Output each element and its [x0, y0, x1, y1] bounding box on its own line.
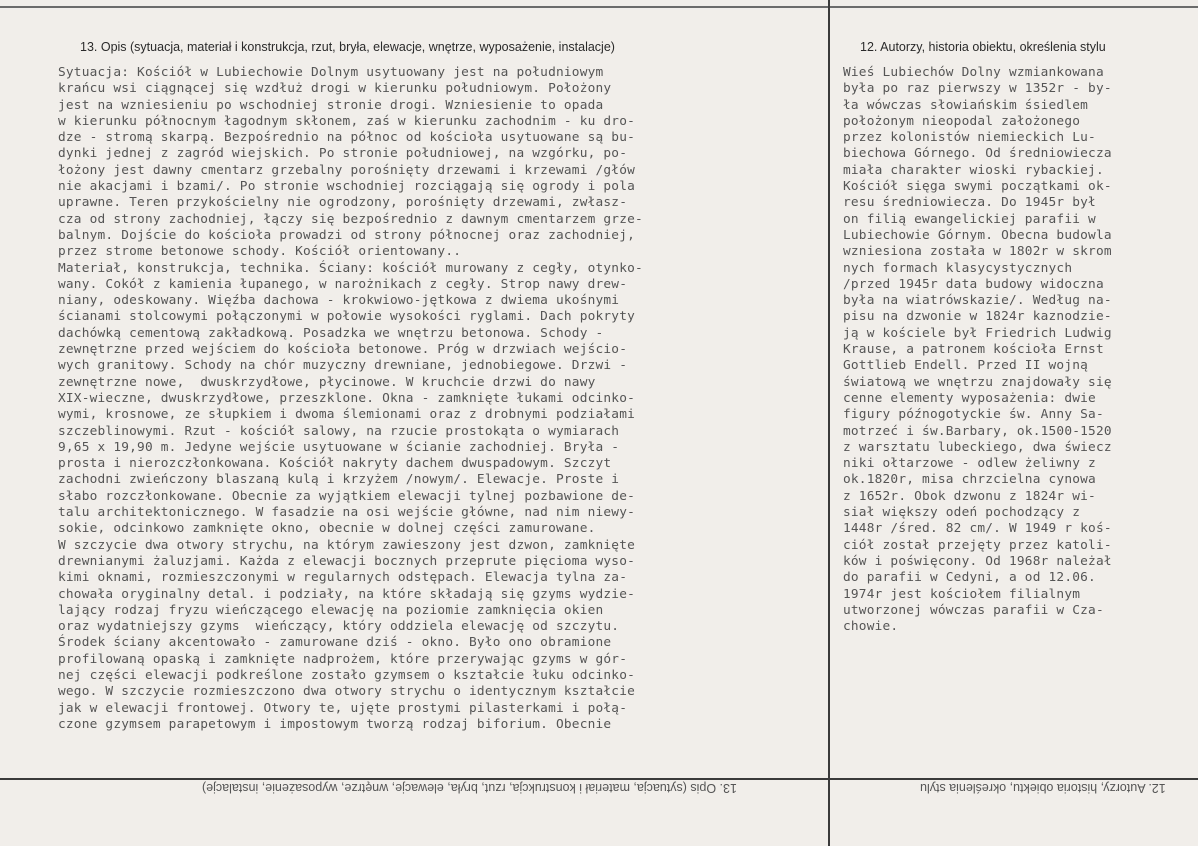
- description-line: jest na wzniesieniu po wschodniej stronie drogi. Wzniesienie to opada: [58, 97, 604, 113]
- flipped-history-heading: 12. Autorzy, historia obiektu, określenia stylu: [920, 781, 1166, 795]
- description-line: drewnianymi żaluzjami. Każda z elewacji bocznych przeprute pięcioma wyso-: [58, 553, 636, 569]
- history-line: figury późnogotyckie św. Anny Sa-: [843, 407, 1104, 423]
- description-line: zachodni zwieńczony blaszaną kulą i krzyżem /nowym/. Elewacje. Proste i: [58, 472, 620, 488]
- description-line: dachówką cementową zakładkową. Posadzka we wnętrzu betonowa. Schody -: [58, 325, 604, 341]
- description-line: dynki jednej z zagród wiejskich. Po stronie południowej, na wzgórku, po-: [58, 146, 628, 162]
- description-line: wymi, krosnowe, ze słupkiem i dwoma ślemionami oraz z drobnymi podziałami: [58, 407, 636, 423]
- top-rule: [0, 6, 1198, 8]
- history-line: cenne elementy wyposażenia: dwie: [843, 390, 1096, 406]
- description-line: zewnętrzne przed wejściem do kościoła betonowe. Próg w drzwiach wejścio-: [58, 342, 628, 358]
- description-line: Sytuacja: Kościół w Lubiechowie Dolnym usytuowany jest na południowym: [58, 65, 604, 80]
- description-line: nej części elewacji podkreślone zostało gzymsem o kształcie łuku odcinko-: [58, 667, 636, 683]
- bottom-rule: [0, 778, 1198, 780]
- description-line: sokie, odcinkowo zamknięte okno, obecnie w dolnej części zamurowane.: [58, 521, 596, 537]
- description-line: wany. Cokół z kamienia łupanego, w narożnikach z cegły. Strop nawy drew-: [58, 276, 628, 292]
- description-line: W szczycie dwa otwory strychu, na którym zawieszony jest dzwon, zamknięte: [58, 537, 636, 553]
- history-line: ła wówczas słowiańskim śsiedlem: [843, 97, 1089, 113]
- history-line: niki ołtarzowe - odlew żeliwny z: [843, 456, 1096, 472]
- history-line: motrzeć i św.Barbary, ok.1500-1520: [843, 423, 1112, 439]
- description-line: dze - stromą skarpą. Bezpośrednio na północ od kościoła usytuowane są bu-: [58, 130, 636, 146]
- description-line: lający rodzaj fryzu wieńczącego elewację na poziomie zamknięcia okien: [58, 602, 604, 618]
- history-line: z 1652r. Obok dzwonu z 1824r wi-: [843, 488, 1096, 504]
- history-line: ciół został przejęty przez katoli-: [843, 537, 1112, 553]
- history-line: do parafii w Cedyni, a od 12.06.: [843, 570, 1096, 586]
- history-line: 1448r /śred. 82 cm/. W 1949 r koś-: [843, 521, 1112, 537]
- description-line: chowała oryginalny detal. i podziały, na które składają się gzyms wydzie-: [58, 586, 636, 602]
- history-line: utworzonej wówczas parafii w Cza-: [843, 602, 1104, 618]
- description-line: w kierunku północnym łagodnym skłonem, zaś w kierunku zachodnim - ku dro-: [58, 113, 636, 129]
- history-line: Wieś Lubiechów Dolny wzmiankowana: [843, 65, 1104, 80]
- history-line: pisu na dzwonie w 1824r kaznodzie-: [843, 309, 1112, 325]
- description-line: wych granitowy. Schody na chór muzyczny drewniane, jednobiegowe. Drzwi -: [58, 358, 628, 374]
- description-line: jak w elewacji frontowej. Otwory te, ujęte prostymi pilasterkami i połą-: [58, 700, 628, 716]
- description-heading: 13. Opis (sytuacja, materiał i konstrukcja, rzut, bryła, elewacje, wnętrze, wyposażenie, instalacje): [80, 40, 615, 54]
- description-line: profilowaną opaską i zamknięte nadprożem, które przerywając gzyms w gór-: [58, 651, 628, 667]
- history-line: resu średniowiecza. Do 1945r był: [843, 195, 1096, 211]
- history-line: on filią ewangelickiej parafii w: [843, 211, 1096, 227]
- description-line: przez strome betonowe schody. Kościół orientowany..: [58, 244, 462, 260]
- history-line: Gottlieb Endell. Przed II wojną: [843, 358, 1089, 374]
- flipped-description-heading: 13. Opis (sytuacja, materiał i konstrukcja, rzut, bryła, elewacje, wnętrze, wyposażenie, instalacje): [202, 781, 737, 795]
- history-line: Krause, a patronem kościoła Ernst: [843, 342, 1104, 358]
- column-divider: [828, 0, 830, 846]
- history-line: Kościół sięga swymi początkami ok-: [843, 179, 1112, 195]
- history-line: nych formach klasycystycznych: [843, 260, 1073, 276]
- description-line: łożony jest dawny cmentarz grzebalny porośnięty drzewami i krzewami /głów: [58, 162, 636, 178]
- description-line: 9,65 x 19,90 m. Jedyne wejście usytuowane w ścianie zachodniej. Bryła -: [58, 439, 620, 455]
- description-line: oraz wydatniejszy gzyms wieńczący, który oddziela elewację od szczytu.: [58, 619, 620, 635]
- description-line: talu architektonicznego. W fasadzie na osi wejście główne, nad nim niewy-: [58, 505, 636, 521]
- description-line: zewnętrzne nowe, dwuskrzydłowe, płycinowe. W kruchcie drzwi do nawy: [58, 374, 596, 390]
- description-line: cza od strony zachodniej, łączy się bezpośrednio z dawnym cmentarzem grze-: [58, 211, 643, 227]
- history-line: siał większy odeń pochodzący z: [843, 505, 1081, 521]
- history-line: miała charakter wioski rybackiej.: [843, 162, 1104, 178]
- history-line: chowie.: [843, 619, 899, 635]
- history-line: ok.1820r, misa chrzcielna cynowa: [843, 472, 1096, 488]
- history-line: ków i poświęcony. Od 1968r należał: [843, 553, 1112, 569]
- history-line: biechowa Górnego. Od średniowiecza: [843, 146, 1112, 162]
- description-line: kimi oknami, rozmieszczonymi w regularnych odstępach. Elewacja tylna za-: [58, 570, 628, 586]
- description-text: [58, 65, 828, 733]
- description-line: szczeblinowymi. Rzut - kościół salowy, na rzucie prostokąta o wymiarach: [58, 423, 620, 439]
- history-heading: 12. Autorzy, historia obiektu, określenia stylu: [860, 40, 1106, 54]
- description-line: Środek ściany akcentowało - zamurowane dziś - okno. Było ono obramione: [58, 635, 612, 651]
- history-line: /przed 1945r data budowy widoczna: [843, 276, 1104, 292]
- history-line: wzniesiona została w 1802r w skrom: [843, 244, 1112, 260]
- history-line: była na wiatrówskazie/. Według na-: [843, 293, 1112, 309]
- description-line: ścianami stolcowymi połączonymi w połowie wysokości ryglami. Dach pokryty: [58, 309, 636, 325]
- history-text: [843, 65, 1198, 635]
- history-line: ją w kościele był Friedrich Ludwig: [843, 325, 1112, 341]
- description-line: Materiał, konstrukcja, technika. Ściany: kościół murowany z cegły, otynko-: [58, 260, 643, 276]
- description-line: słabo rozczłonkowane. Obecnie za wyjątkiem elewacji tylnej pozbawione de-: [58, 488, 636, 504]
- history-line: z warsztatu lubeckiego, dwa świecz: [843, 439, 1112, 455]
- description-line: niany, odeskowany. Więźba dachowa - krokwiowo-jętkowa z dwiema ukośnymi: [58, 293, 620, 309]
- description-line: krańcu wsi ciągnącej się wzdłuż drogi w kierunku południowym. Położony: [58, 81, 612, 97]
- description-line: prosta i nierozczłonkowana. Kościół nakryty dachem dwuspadowym. Szczyt: [58, 456, 612, 472]
- description-line: nie akacjami i bzami/. Po stronie wschodniej rozciągają się ogrody i pola: [58, 179, 636, 195]
- description-line: wego. W szczycie rozmieszczono dwa otwory strychu o identycznym kształcie: [58, 684, 636, 700]
- description-line: XIX-wieczne, dwuskrzydłowe, przeszklone. Okna - zamknięte łukami odcinko-: [58, 390, 636, 406]
- history-line: światową we wnętrzu znajdowały się: [843, 374, 1112, 390]
- history-line: Lubiechowie Górnym. Obecna budowla: [843, 227, 1112, 243]
- description-line: uprawne. Teren przykościelny nie ogrodzony, porośnięty drzewami, zwłasz-: [58, 195, 628, 211]
- description-line: czone gzymsem parapetowym i impostowym tworzą rodzaj biforium. Obecnie: [58, 716, 612, 732]
- history-line: przez kolonistów niemieckich Lu-: [843, 130, 1096, 146]
- history-line: 1974r jest kościołem filialnym: [843, 586, 1081, 602]
- history-line: była po raz pierwszy w 1352r - by-: [843, 81, 1112, 97]
- description-line: balnym. Dojście do kościoła prowadzi od strony północnej oraz zachodniej,: [58, 227, 636, 243]
- history-line: położonym nieopodal założonego: [843, 113, 1081, 129]
